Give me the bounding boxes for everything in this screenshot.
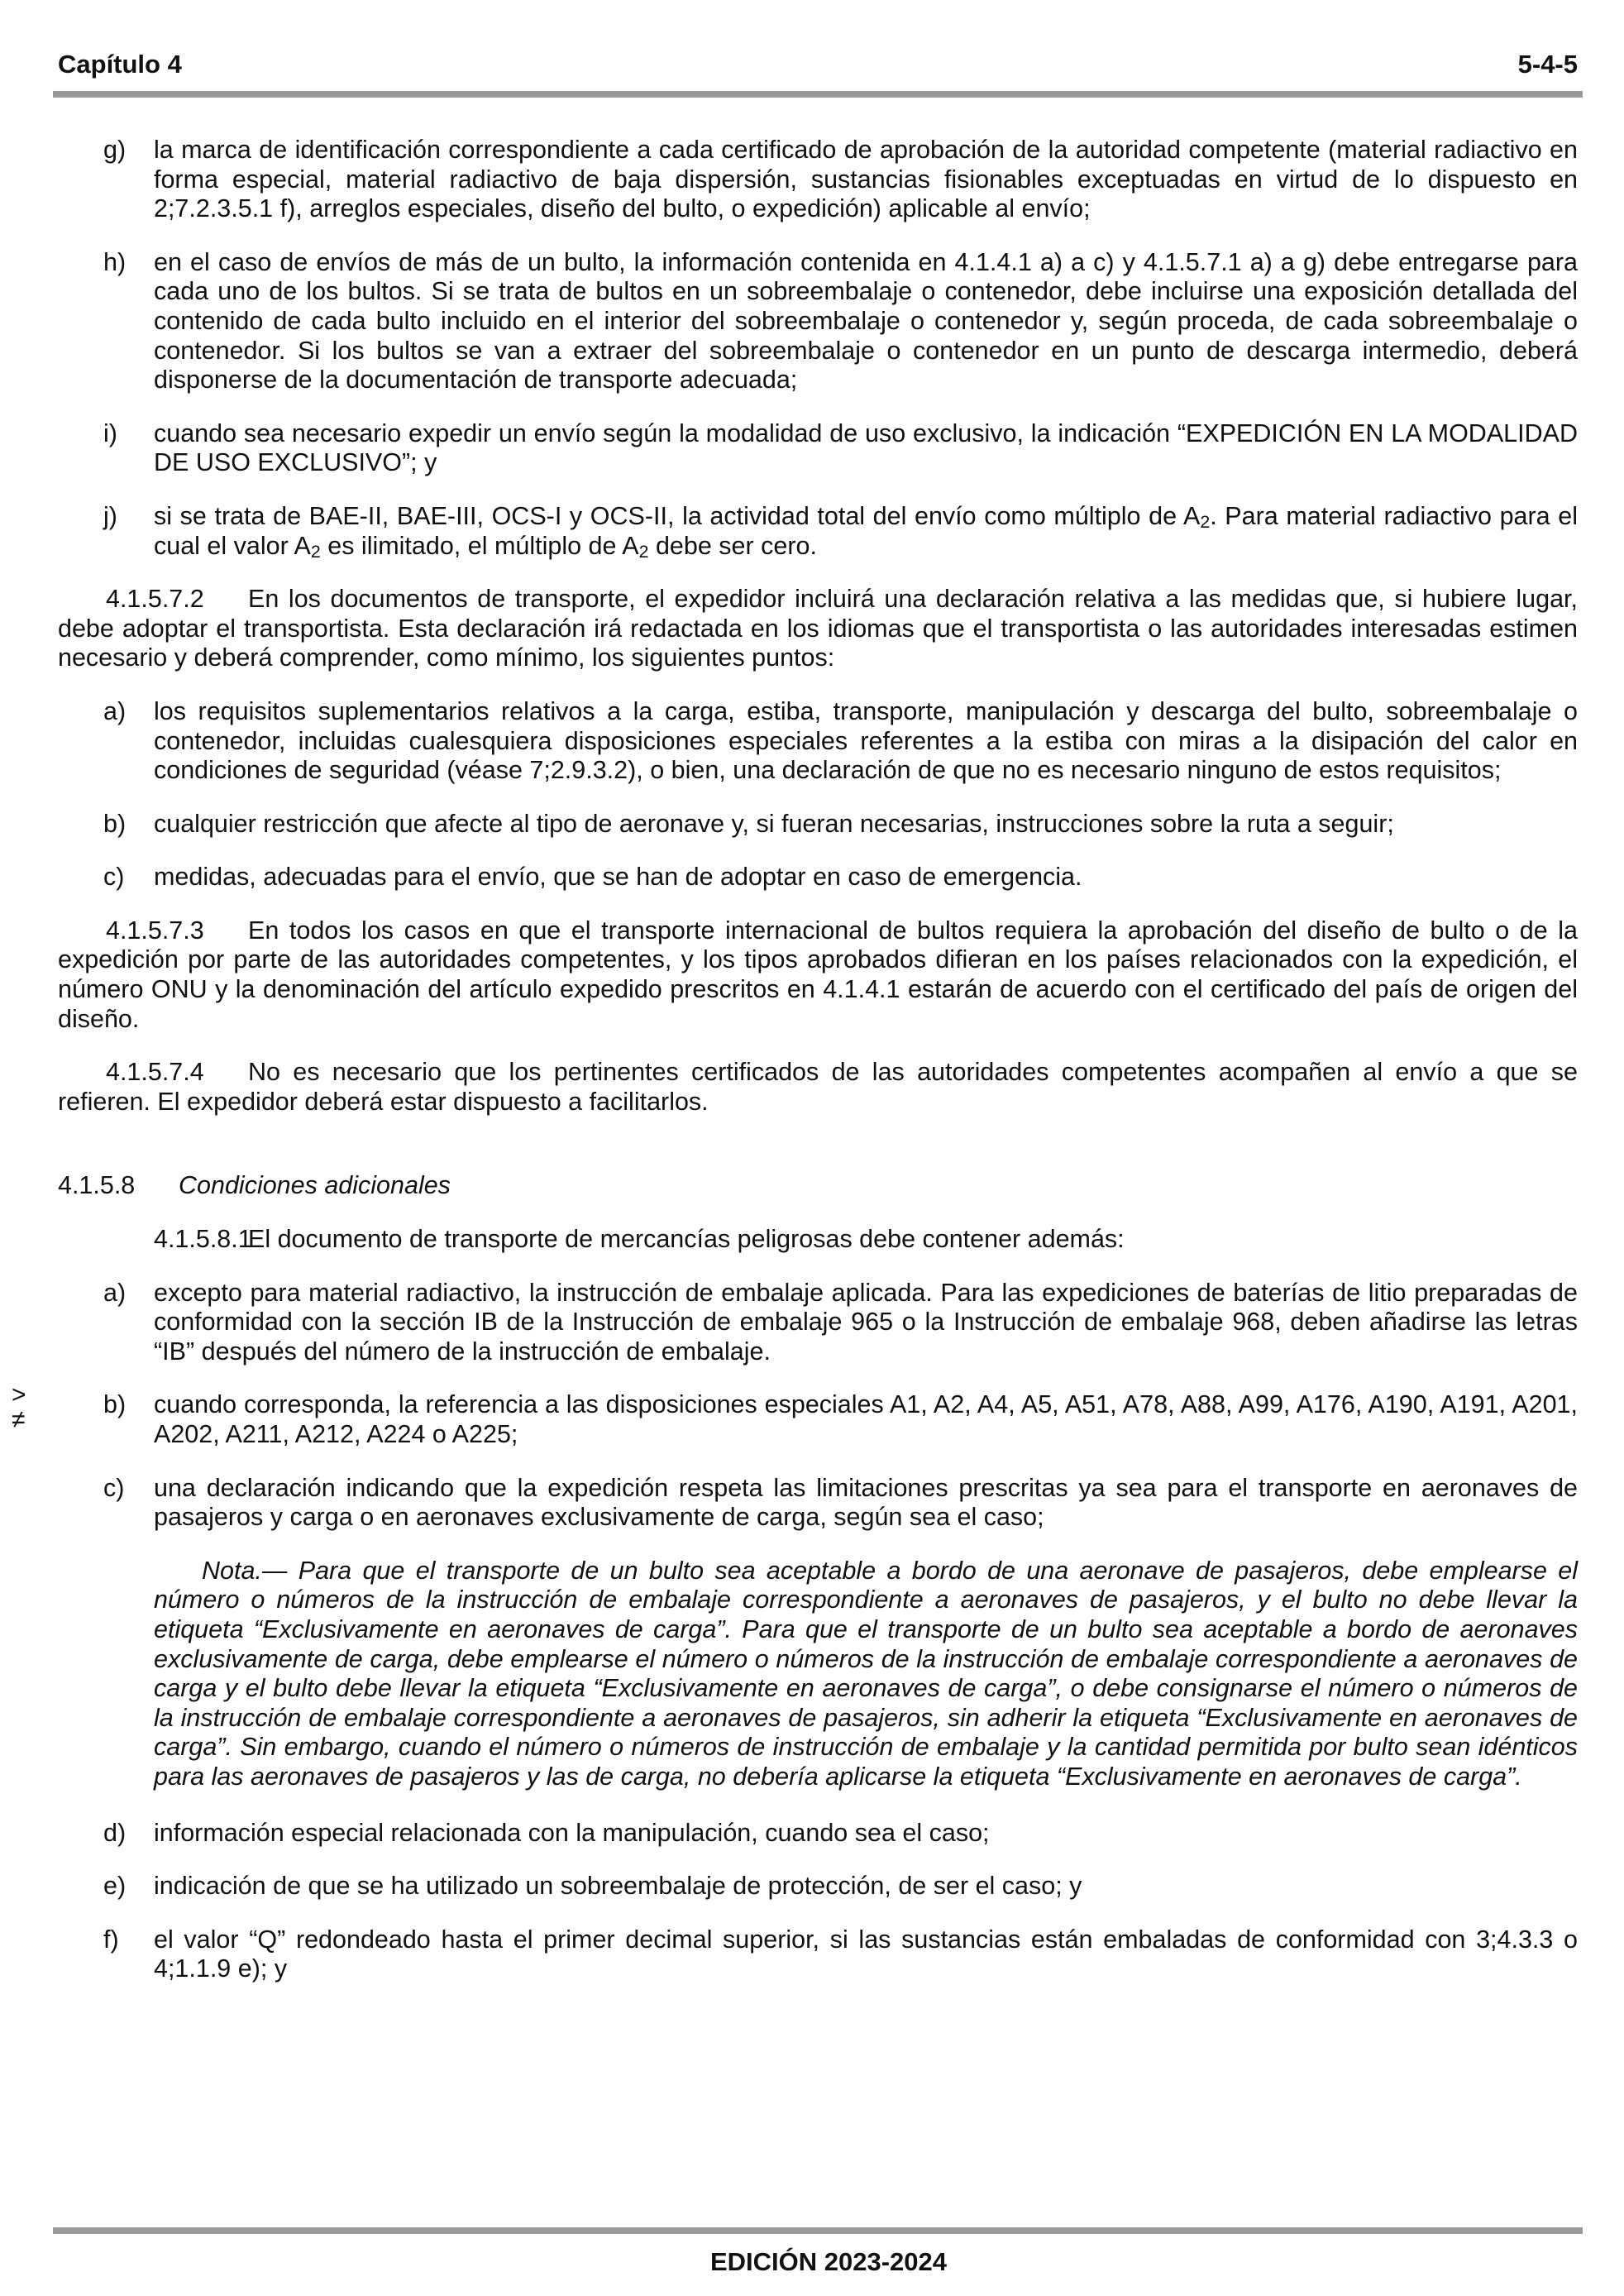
list-item-j xyxy=(58,502,1578,561)
list-item-e xyxy=(58,1872,1578,1901)
revision-marks xyxy=(12,1383,26,1433)
note-paragraph: Nota.— Para que el transporte de un bulto sea aceptable a bordo de una aeronave de pasajeros, debe emplearse el número o números de la instrucción de embalaje correspondiente a aeronaves de pasajeros, y el bulto no debe llevar la etiqueta “Exclusivamente en aeronaves de carga”. Para que el transporte de un bulto sea aceptable a bordo de aeronaves exclusivamente de carga, debe emplearse el número o números de la instrucción de embalaje correspondiente a aeronaves de carga y el bulto debe llevar la etiqueta “Exclusivamente en aeronaves de carga”, o debe consignarse el número o números de la instrucción de embalaje correspondiente a aeronaves de pasajeros, sin adherir la etiqueta “Exclusivamente en aeronaves de carga”. Sin embargo, cuando el número o números de instrucción de embalaje y la cantidad permitida por bulto sean idénticos para las aeronaves de pasajeros y las de carga, no debería aplicarse la etiqueta “Exclusivamente en aeronaves de carga”. xyxy=(154,1556,1578,1791)
list-item-h xyxy=(58,248,1578,395)
list-text: indicación de que se ha utilizado un sobreembalaje de protección, de ser el caso; y xyxy=(154,1872,1082,1901)
list-label: a) xyxy=(103,696,127,725)
footer-rule xyxy=(53,2227,1583,2234)
list-label: b) xyxy=(103,809,127,838)
list-label: a) xyxy=(103,1278,127,1307)
list-item-f xyxy=(58,1925,1578,1984)
paragraph-text: No es necesario que los pertinentes certificados de las autoridades competentes acompañen al envío a que se refieren. El expedidor deberá estar dispuesto a facilitarlos. xyxy=(58,1058,1578,1116)
list-item-a xyxy=(58,697,1578,786)
paragraph-number: 4.1.5.7.3 xyxy=(106,916,204,945)
edition-footer: EDICIÓN 2023-2024 xyxy=(709,2247,948,2276)
list-text: si se trata de BAE-II, BAE-III, OCS-I y OCS-II, la actividad total del envío como múltiplo de $A_2$. Para material radiactivo para el cual el valor $A_2$ es ilimitado, el múltiplo de $A_2$ debe ser cero. xyxy=(154,501,1578,562)
list-label: j) xyxy=(103,501,117,530)
list-text: una declaración indicando que la expedición respeta las limitaciones prescritas ya sea para el transporte en aeronaves de pasajeros y carga o en aeronaves exclusivamente de carga, según sea el caso; xyxy=(154,1473,1578,1532)
list-text: la marca de identificación correspondiente a cada certificado de aprobación de la autoridad competente (material radiactivo en forma especial, material radiactivo de baja dispersión, sustancias fisionables exceptuadas en virtud de lo dispuesto en 2;7.2.3.5.1 f), arreglos especiales, diseño del bulto, o expedición) aplicable al envío; xyxy=(154,136,1578,223)
list-label: i) xyxy=(103,419,117,447)
section-title: Condiciones adicionales xyxy=(179,1171,451,1200)
list-item-b xyxy=(58,1390,1578,1449)
list-label: b) xyxy=(103,1390,127,1419)
header-rule xyxy=(53,91,1583,98)
paragraph-number: 4.1.5.7.2 xyxy=(106,585,204,614)
list-label: c) xyxy=(103,1473,125,1502)
list-text: los requisitos suplementarios relativos a la carga, estiba, transporte, manipulación y descarga del bulto, sobreembalaje o contenedor, incluidas cualesquiera disposiciones especiales referentes a la estiba con miras a la disipación del calor en condiciones de seguridad (véase 7;2.9.3.2), o bien, una declaración de que no es necesario ninguno de estos requisitos; xyxy=(154,696,1578,785)
paragraph-number: 4.1.5.7.4 xyxy=(106,1058,204,1087)
list-label: h) xyxy=(103,247,127,276)
list-text: cualquier restricción que afecte al tipo de aeronave y, si fueran necesarias, instrucciones sobre la ruta a seguir; xyxy=(154,809,1394,838)
list-label: c) xyxy=(103,863,125,892)
list-text: el valor “Q” redondeado hasta el primer decimal superior, si las sustancias están embaladas de conformidad con 3;4.3.3 o 4;1.1.9 e); y xyxy=(154,1925,1578,1983)
list-text: excepto para material radiactivo, la instrucción de embalaje aplicada. Para las expediciones de baterías de litio preparadas de conformidad con la sección IB de la Instrucción de embalaje 965 o la Instrucción de embalaje 968, deben añadirse las letras “IB” después del número de la instrucción de embalaje. xyxy=(154,1278,1578,1366)
paragraph-text: En los documentos de transporte, el expedidor incluirá una declaración relativa a las medidas que, si hubiere lugar, debe adoptar el transportista. Esta declaración irá redactada en los idiomas que el transportista o las autoridades interesadas estimen necesario y deberá comprender, como mínimo, los siguientes puntos: xyxy=(58,585,1578,672)
list-item-c xyxy=(58,1474,1578,1533)
paragraph-text: El documento de transporte de mercancías peligrosas debe contener además: xyxy=(248,1225,1125,1254)
list-item-i xyxy=(58,419,1578,478)
paragraph-4-1-5-7-3 xyxy=(58,916,1578,1034)
page-header xyxy=(58,50,1578,83)
list-label: d) xyxy=(103,1818,127,1847)
section-heading-4-1-5-8 xyxy=(58,1171,1578,1201)
list-text: medidas, adecuadas para el envío, que se han de adoptar en caso de emergencia. xyxy=(154,863,1082,892)
list-item-b xyxy=(58,810,1578,839)
list-label: f) xyxy=(103,1925,119,1954)
paragraph-number: 4.1.5.8.1 xyxy=(154,1225,252,1254)
paragraph-text: En todos los casos en que el transporte internacional de bultos requiera la aprobación del diseño de bulto o de la expedición por parte de las autoridades competentes, y los tipos aprobados difieran en los países relacionados con la expedición, el número ONU y la denominación del artículo expedido prescritos en 4.1.4.1 estarán de acuerdo con el certificado del país de origen del diseño. xyxy=(58,916,1578,1033)
list-text: cuando sea necesario expedir un envío según la modalidad de uso exclusivo, la indicación “EXPEDICIÓN EN LA MODALIDAD DE USO EXCLUSIVO”; y xyxy=(154,419,1578,477)
list-item-c xyxy=(58,863,1578,892)
revision-mark-insert: > xyxy=(12,1381,26,1409)
revision-mark-change: ≠ xyxy=(12,1406,26,1433)
chapter-title: Capítulo 4 xyxy=(58,50,182,79)
list-text: en el caso de envíos de más de un bulto, la información contenida en 4.1.4.1 a) a c) y 4.1.5.7.1 a) a g) debe entregarse para cada uno de los bultos. Si se trata de bultos en un sobreembalaje o contenedor, debe incluirse una exposición detallada del contenido de cada bulto incluido en el interior del sobreembalaje o contenedor y, según proceda, de cada sobreembalaje o contenedor. Si los bultos se van a extraer del sobreembalaje o contenedor en un punto de descarga intermedio, deberá disponerse de la documentación de transporte adecuada; xyxy=(154,247,1578,395)
list-text: cuando corresponda, la referencia a las disposiciones especiales A1, A2, A4, A5, A51, A78, A88, A99, A176, A190, A191, A201, A202, A211, A212, A224 o A225; xyxy=(154,1390,1578,1448)
paragraph-4-1-5-7-4 xyxy=(58,1058,1578,1117)
list-text: información especial relacionada con la manipulación, cuando sea el caso; xyxy=(154,1818,990,1847)
list-label: g) xyxy=(103,136,127,164)
page-reference: 5-4-5 xyxy=(1517,50,1578,79)
paragraph-4-1-5-7-2 xyxy=(58,585,1578,673)
list-item-g xyxy=(58,136,1578,224)
paragraph-4-1-5-8-1 xyxy=(58,1225,1578,1255)
document-body xyxy=(58,136,1578,1984)
list-item-d xyxy=(58,1819,1578,1849)
section-number: 4.1.5.8 xyxy=(58,1171,136,1200)
list-item-a xyxy=(58,1279,1578,1367)
list-label: e) xyxy=(103,1872,127,1901)
